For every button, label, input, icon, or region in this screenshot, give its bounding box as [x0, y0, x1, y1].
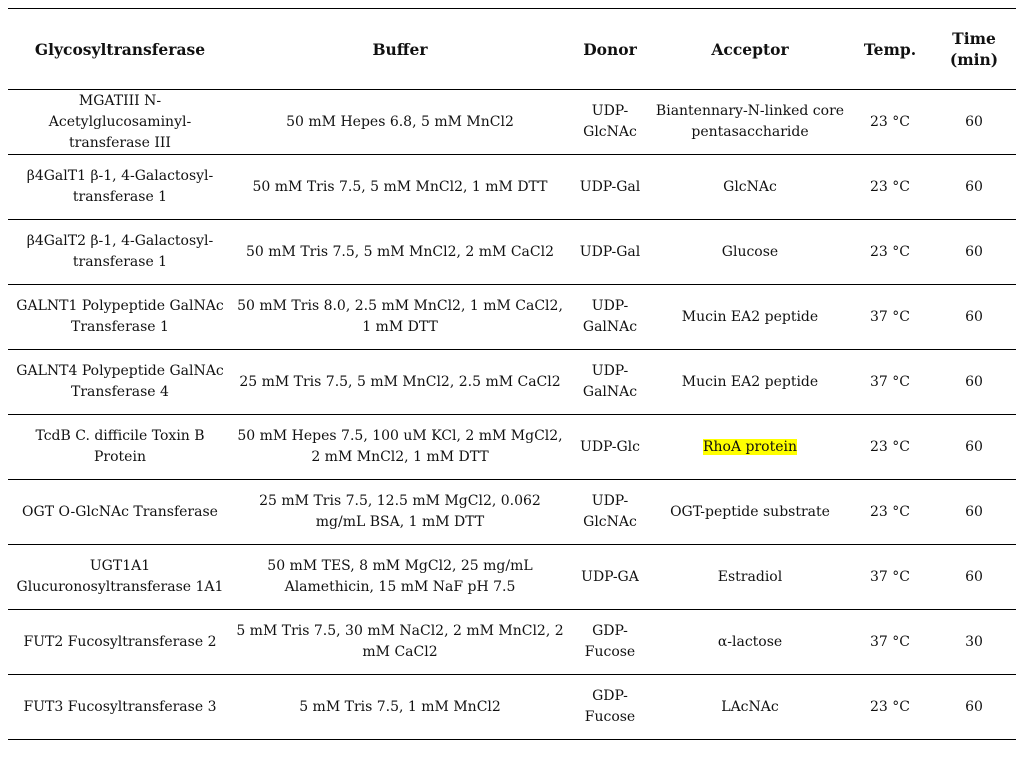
table-row	[8, 480, 1016, 545]
cell-acceptor: Estradiol	[652, 545, 848, 610]
cell-buffer: 5 mM Tris 7.5, 30 mM NaCl2, 2 mM MnCl2, 2 mM CaCl2	[232, 610, 568, 675]
cell-acceptor: α-lactose	[652, 610, 848, 675]
cell-time: 60	[932, 480, 1016, 545]
cell-temp: 23 °C	[848, 220, 932, 285]
cell-donor: UDP-GlcNAc	[568, 480, 652, 545]
cell-time: 60	[932, 285, 1016, 350]
cell-enzyme: β4GalT1 β-1, 4-Galactosyl-transferase 1	[8, 155, 232, 220]
cell-buffer: 50 mM Tris 8.0, 2.5 mM MnCl2, 1 mM CaCl2, 1 mM DTT	[232, 285, 568, 350]
cell-time: 60	[932, 675, 1016, 740]
header-glycosyltransferase: Glycosyltransferase	[8, 9, 232, 90]
cell-acceptor	[652, 415, 848, 480]
cell-buffer: 5 mM Tris 7.5, 1 mM MnCl2	[232, 675, 568, 740]
cell-temp: 37 °C	[848, 545, 932, 610]
cell-donor: UDP-GlcNAc	[568, 90, 652, 155]
cell-enzyme: β4GalT2 β-1, 4-Galactosyl-transferase 1	[8, 220, 232, 285]
cell-time: 60	[932, 220, 1016, 285]
cell-acceptor: Biantennary-N-linked core pentasaccharide	[652, 90, 848, 155]
table-row	[8, 675, 1016, 740]
cell-temp: 37 °C	[848, 610, 932, 675]
header-time: Time (min)	[932, 9, 1016, 90]
table-row	[8, 285, 1016, 350]
cell-acceptor: Glucose	[652, 220, 848, 285]
cell-acceptor: LAcNAc	[652, 675, 848, 740]
cell-donor: UDP-Gal	[568, 220, 652, 285]
cell-temp: 37 °C	[848, 350, 932, 415]
cell-time: 60	[932, 350, 1016, 415]
cell-enzyme: MGATIII N-Acetylglucosaminyl-transferase III	[8, 90, 232, 155]
table-row	[8, 90, 1016, 155]
glycosyltransferase-table-container	[8, 8, 1016, 740]
header-donor: Donor	[568, 9, 652, 90]
cell-donor: UDP-Gal	[568, 155, 652, 220]
cell-acceptor: OGT-peptide substrate	[652, 480, 848, 545]
highlighted-acceptor: RhoA protein	[702, 438, 798, 455]
cell-donor: UDP-GalNAc	[568, 285, 652, 350]
cell-enzyme: UGT1A1 Glucuronosyltransferase 1A1	[8, 545, 232, 610]
cell-temp: 23 °C	[848, 155, 932, 220]
cell-enzyme: TcdB C. difficile Toxin B Protein	[8, 415, 232, 480]
header-temp: Temp.	[848, 9, 932, 90]
table-row	[8, 610, 1016, 675]
cell-donor: GDP-Fucose	[568, 610, 652, 675]
cell-enzyme: GALNT1 Polypeptide GalNAc Transferase 1	[8, 285, 232, 350]
cell-buffer: 25 mM Tris 7.5, 5 mM MnCl2, 2.5 mM CaCl2	[232, 350, 568, 415]
cell-acceptor: Mucin EA2 peptide	[652, 285, 848, 350]
table-row	[8, 545, 1016, 610]
cell-acceptor: GlcNAc	[652, 155, 848, 220]
table-body	[8, 90, 1016, 740]
cell-time: 60	[932, 155, 1016, 220]
cell-buffer: 50 mM Tris 7.5, 5 mM MnCl2, 2 mM CaCl2	[232, 220, 568, 285]
table-header	[8, 9, 1016, 90]
header-acceptor: Acceptor	[652, 9, 848, 90]
glycosyltransferase-table	[8, 8, 1016, 740]
cell-time: 30	[932, 610, 1016, 675]
cell-buffer: 50 mM Tris 7.5, 5 mM MnCl2, 1 mM DTT	[232, 155, 568, 220]
cell-enzyme: OGT O-GlcNAc Transferase	[8, 480, 232, 545]
cell-donor: GDP-Fucose	[568, 675, 652, 740]
header-row	[8, 9, 1016, 90]
cell-temp: 23 °C	[848, 675, 932, 740]
cell-buffer: 50 mM TES, 8 mM MgCl2, 25 mg/mL Alamethicin, 15 mM NaF pH 7.5	[232, 545, 568, 610]
cell-donor: UDP-GalNAc	[568, 350, 652, 415]
table-row	[8, 155, 1016, 220]
cell-temp: 23 °C	[848, 480, 932, 545]
cell-buffer: 50 mM Hepes 6.8, 5 mM MnCl2	[232, 90, 568, 155]
cell-donor: UDP-GA	[568, 545, 652, 610]
cell-temp: 23 °C	[848, 90, 932, 155]
cell-enzyme: GALNT4 Polypeptide GalNAc Transferase 4	[8, 350, 232, 415]
header-buffer: Buffer	[232, 9, 568, 90]
table-row	[8, 350, 1016, 415]
cell-donor: UDP-Glc	[568, 415, 652, 480]
cell-time: 60	[932, 415, 1016, 480]
cell-time: 60	[932, 545, 1016, 610]
cell-temp: 37 °C	[848, 285, 932, 350]
table-row	[8, 220, 1016, 285]
cell-enzyme: FUT2 Fucosyltransferase 2	[8, 610, 232, 675]
table-row	[8, 415, 1016, 480]
cell-time: 60	[932, 90, 1016, 155]
cell-acceptor: Mucin EA2 peptide	[652, 350, 848, 415]
cell-enzyme: FUT3 Fucosyltransferase 3	[8, 675, 232, 740]
cell-buffer: 25 mM Tris 7.5, 12.5 mM MgCl2, 0.062 mg/mL BSA, 1 mM DTT	[232, 480, 568, 545]
cell-temp: 23 °C	[848, 415, 932, 480]
cell-buffer: 50 mM Hepes 7.5, 100 uM KCl, 2 mM MgCl2, 2 mM MnCl2, 1 mM DTT	[232, 415, 568, 480]
